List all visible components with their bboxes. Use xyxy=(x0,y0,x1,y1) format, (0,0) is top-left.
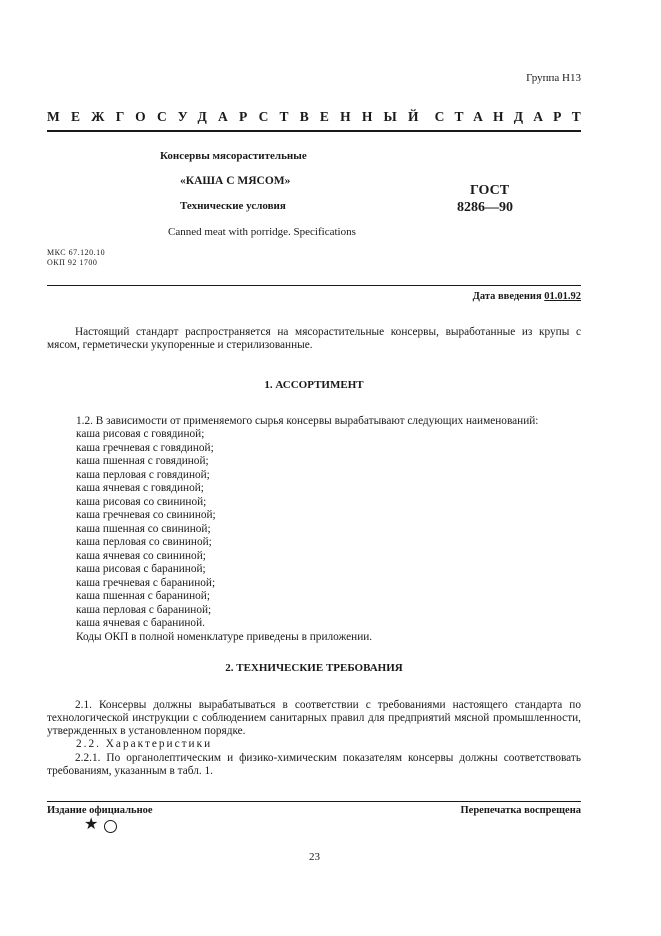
title-line-2: «КАША С МЯСОМ» xyxy=(180,175,291,187)
section-2-heading: 2. ТЕХНИЧЕСКИЕ ТРЕБОВАНИЯ xyxy=(225,662,403,674)
english-title: Canned meat with porridge. Specifications xyxy=(168,226,356,238)
mks-code: МКС 67.120.10 xyxy=(47,248,106,257)
list-item: каша пшенная с говядиной; xyxy=(76,455,209,467)
intro-paragraph: Настоящий стандарт распространяется на мясорастительные консервы, выработанные из крупы с мясом, герметически укупоренные и стерилизованные. xyxy=(47,326,581,352)
standard-banner xyxy=(47,109,591,125)
star-icon: ★ xyxy=(84,816,99,833)
gost-number: 8286—90 xyxy=(457,200,513,215)
paragraph-2-2: 2.2. Характеристики xyxy=(76,738,213,750)
page-number: 23 xyxy=(309,851,320,863)
reprint-prohibited: Перепечатка воспрещена xyxy=(460,805,581,816)
list-item: каша гречневая с говядиной; xyxy=(76,441,214,454)
footer-rule xyxy=(47,801,581,802)
header-divider xyxy=(47,285,581,286)
paragraph-2-2-1: 2.2.1. По органолептическим и физико-химическим показателям консервы должны соответствовать требованиям, указанным в табл. 1. xyxy=(47,752,581,778)
list-item: каша рисовая со свининой; xyxy=(76,495,207,508)
banner-rule xyxy=(47,130,581,132)
list-item: каша рисовая с говядиной; xyxy=(76,428,205,440)
list-item: каша перловая с бараниной; xyxy=(76,603,212,616)
official-edition: Издание официальное xyxy=(47,805,153,816)
list-item: каша перловая со свининой; xyxy=(76,536,212,548)
section-1-heading: 1. АССОРТИМЕНТ xyxy=(264,379,364,391)
list-item: каша ячневая с бараниной. xyxy=(76,617,205,629)
assortment-list xyxy=(76,428,372,644)
okp-code: ОКП 92 1700 xyxy=(47,258,98,267)
banner-right-word: СТАНДАРТ xyxy=(434,109,591,124)
effective-date-value: 01.01.92 xyxy=(544,291,581,302)
gost-label: ГОСТ xyxy=(470,183,510,198)
paragraph-2-1: 2.1. Консервы должны вырабатываться в соответствии с требованиями настоящего стандарта по технологической инструкции с соблюдением санитарных правил для предприятий мясной промышленности, утвержденных в установленном порядке. xyxy=(47,699,581,738)
title-line-1: Консервы мясорастительные xyxy=(160,150,307,162)
section-1-lead: 1.2. В зависимости от применяемого сырья консервы вырабатывают следующих наименований: xyxy=(76,415,539,427)
list-item: каша перловая с говядиной; xyxy=(76,468,210,481)
list-item: каша рисовая с бараниной; xyxy=(76,563,206,575)
list-item: каша пшенная со свининой; xyxy=(76,522,211,535)
list-note: Коды ОКП в полной номенклатуре приведены в приложении. xyxy=(76,630,373,643)
list-item: каша ячневая со свининой; xyxy=(76,549,206,562)
effective-date xyxy=(473,291,581,302)
effective-date-label: Дата введения xyxy=(472,291,542,302)
list-item: каша гречневая со свининой; xyxy=(76,509,216,521)
list-item: каша гречневая с бараниной; xyxy=(76,576,216,589)
circle-icon xyxy=(104,820,117,833)
list-item: каша ячневая с говядиной; xyxy=(76,482,204,494)
group-code: Группа Н13 xyxy=(526,72,581,84)
banner-left-word: МЕЖГОСУДАРСТВЕННЫЙ xyxy=(47,109,430,124)
list-item: каша пшенная с бараниной; xyxy=(76,590,210,602)
title-line-3: Технические условия xyxy=(180,200,286,212)
